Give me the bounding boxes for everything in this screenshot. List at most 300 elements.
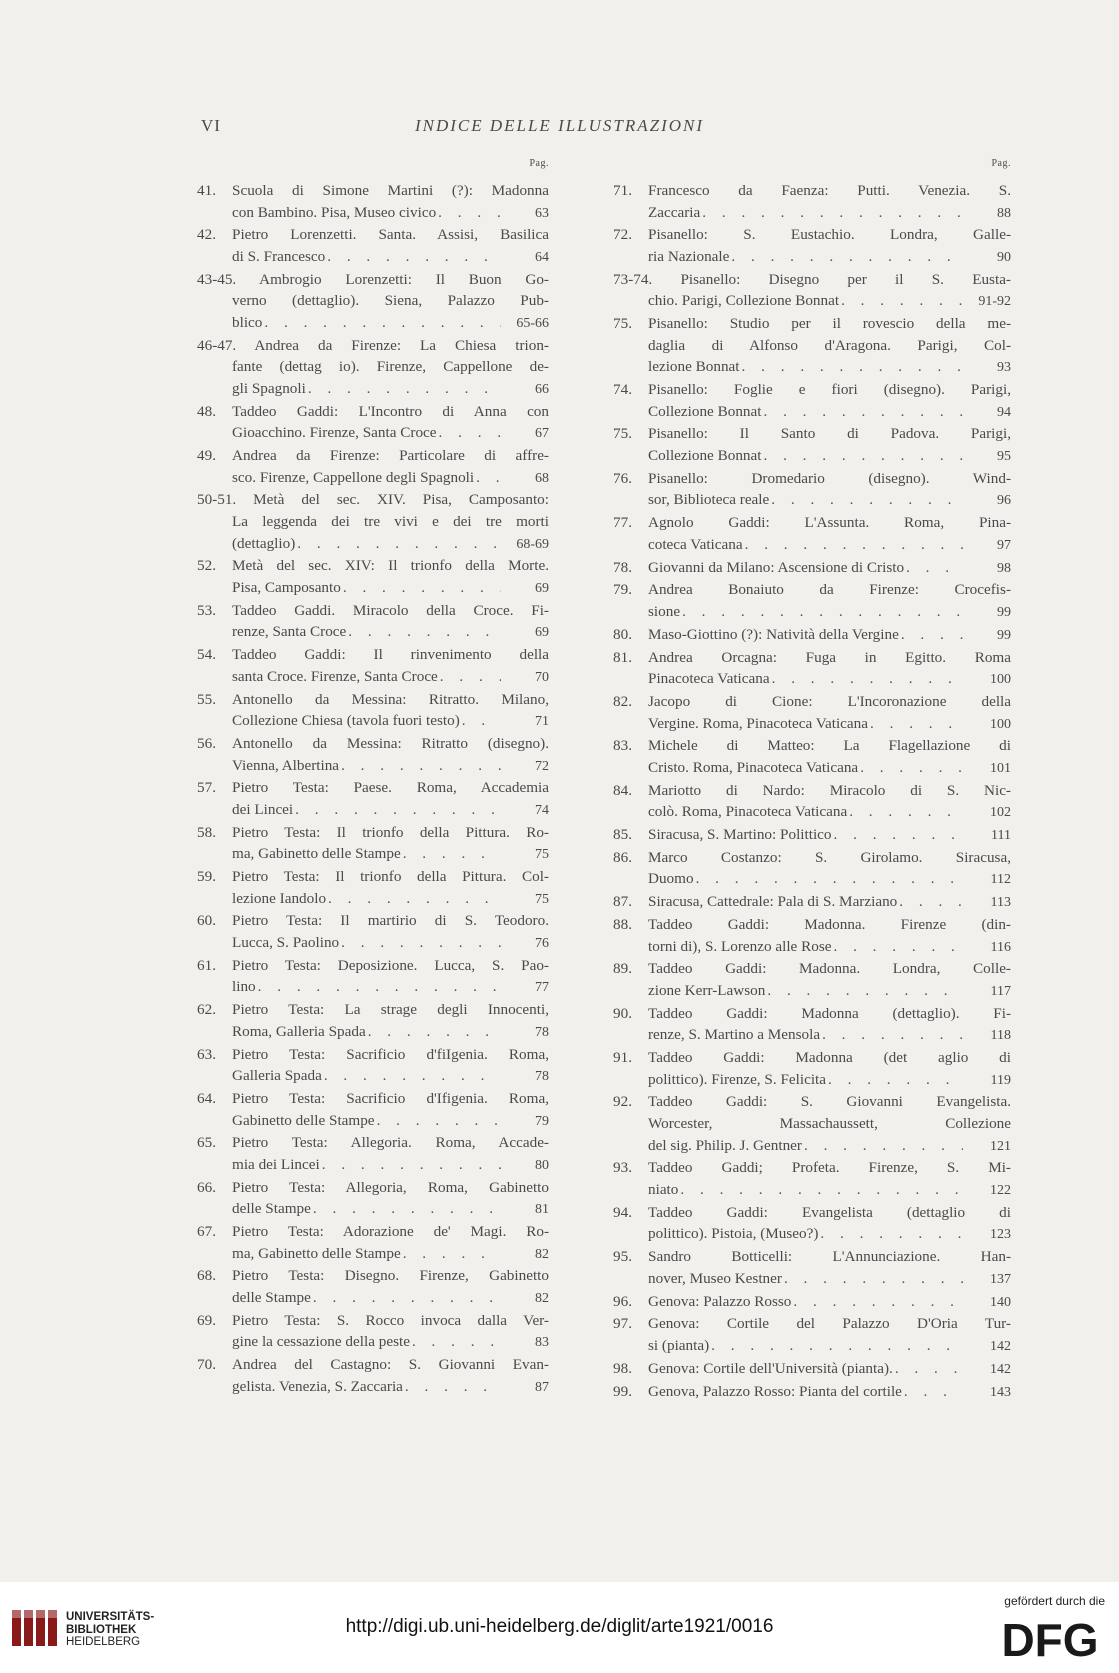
- entry-text: Pietro Testa: Il martirio di S. Teodoro.: [232, 912, 549, 930]
- entry-number: 53.: [197, 601, 216, 619]
- entry-text: Pisa, Camposanto: [232, 579, 341, 596]
- index-entry: [197, 401, 549, 445]
- entry-number: 75.: [613, 315, 632, 333]
- svg-text:DFG: DFG: [1001, 1614, 1099, 1662]
- entry-line: [232, 710, 549, 733]
- page-ref: 91-92: [978, 294, 1011, 310]
- entry-number: 77.: [613, 514, 632, 532]
- entry-line: [232, 799, 549, 822]
- entry-line: [232, 600, 549, 622]
- dot-leader: [841, 290, 963, 312]
- pag-label-left: Pag.: [529, 158, 549, 169]
- index-entry: [197, 335, 549, 401]
- entry-line: [232, 689, 549, 711]
- entry-line: [648, 601, 1011, 624]
- entry-text: renze, S. Martino a Mensola: [648, 1026, 821, 1044]
- dot-leader: [313, 1287, 501, 1309]
- entry-line: [648, 1135, 1011, 1158]
- entry-text: Collezione Chiesa (tavola fuori testo): [232, 712, 460, 730]
- entry-text: lezione Bonnat: [648, 358, 740, 376]
- entry-line: [232, 1376, 549, 1399]
- entry-text: Pietro Testa: Allegoria, Roma, Gabinetto: [232, 1178, 549, 1196]
- entry-number: 98.: [613, 1359, 632, 1377]
- entry-line: [648, 713, 1011, 736]
- entry-line: [648, 202, 1011, 225]
- page-ref: 87: [535, 1379, 549, 1395]
- entry-text: 46-47. Andrea da Firenze: La Chiesa trion-: [197, 336, 549, 354]
- entry-line: [648, 1091, 1011, 1113]
- entry-line: [232, 1331, 549, 1354]
- entry-list-left: [197, 180, 549, 1398]
- entry-line: [232, 666, 549, 689]
- entry-line: [232, 1044, 549, 1066]
- entry-text: polittico). Pistoia, (Museo?): [648, 1225, 819, 1243]
- index-entry: [197, 1132, 549, 1176]
- entry-line: [232, 733, 549, 755]
- dot-leader: [822, 1024, 963, 1046]
- entry-text: Gabinetto delle Stampe: [232, 1111, 375, 1129]
- dot-leader: [462, 710, 501, 732]
- index-entry: [197, 644, 549, 688]
- index-column-left: [197, 158, 549, 1399]
- entry-line: [648, 379, 1011, 401]
- entry-line: [197, 511, 549, 533]
- entry-text: Pisanello: Foglie e fiori (disegno). Parigi,: [648, 381, 1011, 399]
- entry-number: 63.: [197, 1045, 216, 1063]
- source-url-link[interactable]: http://digi.ub.uni-heidelberg.de/diglit/arte1921/0016: [345, 1616, 774, 1637]
- dot-leader: [833, 936, 963, 958]
- entry-line: [232, 246, 549, 269]
- dot-leader: [904, 1381, 963, 1403]
- entry-line: [197, 489, 549, 511]
- funding-note: gefördert durch die: [1004, 1594, 1105, 1608]
- entry-line: [232, 1287, 549, 1310]
- entry-number: 96.: [613, 1292, 632, 1310]
- index-entry: [197, 1221, 549, 1265]
- entry-text: ria Nazionale: [648, 247, 730, 265]
- page-ref: 102: [990, 805, 1011, 821]
- entry-text: La leggenda dei tre vivi e dei tre morti: [232, 513, 549, 531]
- entry-text: Vergine. Roma, Pinacoteca Vaticana: [648, 714, 869, 732]
- entry-text: Cristo. Roma, Pinacoteca Vaticana: [648, 758, 859, 776]
- entry-text: Pietro Testa: Disegno. Firenze, Gabinetto: [232, 1267, 549, 1285]
- entry-number: 91.: [613, 1049, 632, 1067]
- dot-leader: [368, 1021, 501, 1043]
- entry-number: 76.: [613, 469, 632, 487]
- page-ref: 143: [990, 1384, 1011, 1400]
- entry-text: Marco Costanzo: S. Girolamo. Siracusa,: [648, 848, 1011, 866]
- entry-text: Pietro Testa: Sacrificio d'fiIgenia. Roma,: [232, 1045, 549, 1063]
- entry-text: gli Spagnoli: [232, 379, 306, 397]
- entry-number: 42.: [197, 226, 216, 244]
- dot-leader: [767, 980, 963, 1002]
- dot-leader: [820, 1223, 963, 1245]
- entry-text: con Bambino. Pisa, Museo civico: [232, 203, 437, 221]
- entry-number: 92.: [613, 1093, 632, 1111]
- dot-leader: [906, 557, 963, 579]
- entry-line: [648, 423, 1011, 445]
- page-ref: 78: [535, 1024, 549, 1040]
- index-entry: [613, 891, 1011, 914]
- entry-line: [648, 1223, 1011, 1246]
- dot-leader: [439, 422, 501, 444]
- entry-number: 86.: [613, 848, 632, 866]
- entry-line: [648, 180, 1011, 202]
- entry-text: mia dei Lincei: [232, 1155, 320, 1173]
- entry-line: [232, 866, 549, 888]
- entry-text: Worcester, Massachaussett, Collezione: [648, 1115, 1011, 1133]
- index-entry: [613, 423, 1011, 467]
- page-ref: 67: [535, 426, 549, 442]
- entry-text: Roma, Galleria Spada: [232, 1022, 366, 1040]
- entry-line: [648, 624, 1011, 647]
- entry-text: Taddeo Gaddi: Evangelista (dettaglio di: [648, 1203, 1011, 1221]
- index-entry: [197, 555, 549, 599]
- entry-text: colò. Roma, Pinacoteca Vaticana: [648, 803, 848, 821]
- index-entry: [197, 269, 549, 335]
- entry-line: [648, 1202, 1011, 1224]
- entry-line: [232, 202, 549, 225]
- dot-leader: [405, 1376, 501, 1398]
- page-ref: 83: [535, 1335, 549, 1351]
- entry-text: Pietro Testa: Il trionfo della Pittura. Ro-: [232, 823, 549, 841]
- entry-line: [232, 1088, 549, 1110]
- entry-line: [648, 1024, 1011, 1047]
- dot-leader: [870, 713, 963, 735]
- entry-line: [648, 1335, 1011, 1358]
- dot-leader: [322, 1154, 501, 1176]
- dot-leader: [828, 1069, 963, 1091]
- page-ref: 70: [535, 669, 549, 685]
- page-ref: 94: [997, 404, 1011, 420]
- entry-number: 65.: [197, 1134, 216, 1152]
- entry-text: Jacopo di Cione: L'Incoronazione della: [648, 692, 1011, 710]
- dot-leader: [793, 1291, 963, 1313]
- entry-line: [232, 1198, 549, 1221]
- index-entry: [197, 999, 549, 1043]
- entry-text: Pisanello: Il Santo di Padova. Parigi,: [648, 425, 1011, 443]
- entry-text: Pietro Testa: Adorazione de' Magi. Ro-: [232, 1223, 549, 1241]
- index-entry: [613, 1291, 1011, 1314]
- entry-list-right: [613, 180, 1011, 1403]
- dot-leader: [771, 489, 963, 511]
- entry-text: ma, Gabinetto delle Stampe: [232, 845, 401, 863]
- entry-text: Taddeo Gaddi; Profeta. Firenze, S. Mi-: [648, 1159, 1011, 1177]
- entry-number: 69.: [197, 1311, 216, 1329]
- entry-line: [648, 824, 1011, 847]
- entry-line: [232, 1110, 549, 1133]
- entry-line: [232, 445, 549, 467]
- dot-leader: [834, 824, 963, 846]
- page-ref: 82: [535, 1291, 549, 1306]
- index-entry: [197, 1265, 549, 1309]
- page-ref: 98: [997, 560, 1011, 576]
- entry-text: Antonello da Messina: Ritratto (disegno).: [232, 734, 549, 752]
- index-entry: [197, 1044, 549, 1088]
- index-entry: [197, 910, 549, 954]
- entry-text: Sandro Botticelli: L'Annunciazione. Han-: [648, 1248, 1011, 1266]
- entry-line: [648, 735, 1011, 757]
- entry-text: Metà del sec. XIV: Il trionfo della Morte.: [232, 557, 549, 575]
- entry-text: ma, Gabinetto delle Stampe: [232, 1244, 401, 1262]
- index-entry: [613, 1246, 1011, 1290]
- entry-number: 66.: [197, 1178, 216, 1196]
- dot-leader: [324, 1065, 501, 1087]
- page-ref: 68-69: [516, 536, 549, 552]
- dot-leader: [328, 888, 501, 910]
- entry-text: Agnolo Gaddi: L'Assunta. Roma, Pina-: [648, 514, 1011, 532]
- index-entry: [613, 224, 1011, 268]
- dot-leader: [731, 246, 963, 268]
- index-entry: [197, 180, 549, 224]
- entry-line: [232, 1154, 549, 1177]
- entry-line: [648, 1358, 1011, 1381]
- index-entry: [197, 600, 549, 644]
- dot-leader: [696, 868, 963, 890]
- entry-line: [648, 1268, 1011, 1291]
- entry-text: santa Croce. Firenze, Santa Croce: [232, 667, 438, 685]
- entry-text: sor, Biblioteca reale: [648, 491, 770, 509]
- dot-leader: [308, 378, 501, 400]
- index-entry: [613, 468, 1011, 512]
- page-ref: 96: [997, 493, 1011, 509]
- entry-number: 71.: [613, 182, 632, 199]
- entry-number: 81.: [613, 648, 632, 666]
- library-name: UNIVERSITÄTS- BIBLIOTHEK HEIDELBERG: [66, 1611, 155, 1648]
- entry-text: niato: [648, 1181, 679, 1199]
- entry-line: [648, 246, 1011, 269]
- index-entry: [613, 780, 1011, 824]
- dot-leader: [860, 757, 963, 779]
- entry-line: [232, 577, 549, 600]
- dot-leader: [403, 843, 501, 865]
- page-ref: 123: [990, 1227, 1011, 1243]
- entry-number: 67.: [197, 1223, 216, 1241]
- entry-line: [232, 910, 549, 932]
- entry-text: Pietro Testa: La strage degli Innocenti,: [232, 1001, 549, 1019]
- entry-number: 74.: [613, 381, 632, 399]
- dot-leader: [295, 799, 501, 821]
- index-entry: [197, 955, 549, 999]
- index-entry: [613, 557, 1011, 580]
- index-entry: [613, 579, 1011, 623]
- entry-text: sione: [648, 602, 681, 620]
- dot-leader: [702, 202, 963, 224]
- dot-leader: [763, 401, 963, 423]
- entry-line: [232, 1065, 549, 1088]
- entry-line: [648, 936, 1011, 959]
- index-entry: [197, 866, 549, 910]
- entry-text: Taddeo Gaddi: S. Giovanni Evangelista.: [648, 1093, 1011, 1111]
- dot-leader: [711, 1335, 963, 1357]
- page-ref: 63: [535, 205, 549, 221]
- entry-number: 79.: [613, 581, 632, 599]
- entry-text: Genova: Palazzo Rosso: [648, 1292, 792, 1310]
- entry-text: Pietro Testa: Sacrificio d'Ifigenia. Roma,: [232, 1089, 549, 1107]
- page-ref: 99: [997, 627, 1011, 643]
- entry-line: [232, 822, 549, 844]
- page-ref: 119: [990, 1072, 1011, 1088]
- page-ref: 142: [990, 1361, 1011, 1377]
- entry-line: [648, 847, 1011, 869]
- entry-number: 72.: [613, 226, 632, 244]
- entry-text: Scuola di Simone Martini (?): Madonna: [232, 182, 549, 199]
- entry-number: 56.: [197, 734, 216, 752]
- entry-text: Vienna, Albertina: [232, 756, 340, 774]
- entry-text: Taddeo Gaddi: Madonna (dettaglio). Fi-: [648, 1004, 1011, 1022]
- entry-text: Pinacoteca Vaticana: [648, 670, 770, 688]
- entry-number: 99.: [613, 1382, 632, 1400]
- dot-leader: [264, 312, 501, 334]
- page-ref: 79: [535, 1113, 549, 1129]
- entry-text: Pietro Testa: Paese. Roma, Accademia: [232, 779, 549, 797]
- entry-line: [648, 757, 1011, 780]
- index-entry: [613, 1047, 1011, 1091]
- entry-line: [648, 356, 1011, 379]
- entry-line: [648, 489, 1011, 512]
- page-ref: 90: [997, 249, 1011, 265]
- entry-text: Andrea Bonaiuto da Firenze: Crocefis-: [648, 581, 1011, 599]
- index-entry: [613, 379, 1011, 423]
- entry-line: [232, 467, 549, 490]
- entry-line: [648, 512, 1011, 534]
- entry-number: 97.: [613, 1315, 632, 1333]
- entry-number: 95.: [613, 1248, 632, 1266]
- page-ref: 112: [990, 872, 1011, 888]
- entry-number: 52.: [197, 557, 216, 575]
- entry-line: [648, 1069, 1011, 1092]
- entry-line: [648, 1113, 1011, 1135]
- index-entry: [613, 269, 1011, 313]
- entry-text: gine la cessazione della peste: [232, 1333, 410, 1351]
- index-entry: [613, 313, 1011, 379]
- page-ref: 97: [997, 537, 1011, 553]
- dot-leader: [849, 801, 963, 823]
- entry-number: 83.: [613, 737, 632, 755]
- dot-leader: [313, 1198, 501, 1220]
- entry-line: [648, 1179, 1011, 1202]
- entry-line: [232, 955, 549, 977]
- dot-leader: [403, 1243, 501, 1265]
- entry-number: 87.: [613, 893, 632, 911]
- entry-line: [648, 1003, 1011, 1025]
- entry-text: torni di), S. Lorenzo alle Rose: [648, 937, 832, 955]
- entry-text: si (pianta): [648, 1336, 710, 1354]
- dot-leader: [476, 467, 501, 489]
- index-entry: [197, 1177, 549, 1221]
- entry-line: [232, 1243, 549, 1266]
- entry-line: [648, 468, 1011, 490]
- page-ref: 69: [535, 581, 549, 596]
- entry-line: [197, 533, 549, 556]
- page-ref: 77: [535, 980, 549, 996]
- entry-number: 64.: [197, 1089, 216, 1107]
- index-entry: [197, 777, 549, 821]
- entry-number: 94.: [613, 1203, 632, 1221]
- dot-leader: [772, 668, 963, 690]
- entry-text: daglia di Alfonso d'Aragona. Parigi, Col-: [648, 336, 1011, 354]
- entry-text: Andrea da Firenze: Particolare di affre-: [232, 447, 549, 465]
- entry-text: Taddeo Gaddi. Miracolo della Croce. Fi-: [232, 601, 549, 619]
- entry-text: Taddeo Gaddi: Madonna (det aglio di: [648, 1049, 1011, 1067]
- index-entry: [613, 512, 1011, 556]
- entry-line: [232, 224, 549, 246]
- entry-text: 50-51. Metà del sec. XIV. Pisa, Camposanto:: [197, 491, 549, 509]
- entry-text: 43-45. Ambrogio Lorenzetti: Il Buon Go-: [197, 270, 549, 288]
- entry-line: [197, 335, 549, 357]
- entry-number: 48.: [197, 402, 216, 420]
- entry-text: Duomo: [648, 870, 694, 888]
- entry-line: [648, 401, 1011, 424]
- entry-line: [232, 621, 549, 644]
- entry-text: 73-74. Pisanello: Disegno per il S. Eusta-: [613, 270, 1011, 288]
- page-ref: 80: [535, 1157, 549, 1173]
- page-title: INDICE DELLE ILLUSTRAZIONI: [414, 116, 705, 135]
- entry-text: Taddeo Gaddi: L'Incontro di Anna con: [232, 402, 549, 420]
- page-ref: 76: [535, 936, 549, 951]
- page-ref: 111: [991, 828, 1011, 844]
- entry-number: 80.: [613, 625, 632, 643]
- entry-text: Collezione Bonnat: [648, 447, 762, 465]
- dot-leader: [784, 1268, 963, 1290]
- entry-line: [648, 801, 1011, 824]
- entry-line: [232, 1310, 549, 1332]
- dot-leader: [438, 202, 501, 224]
- entry-text: Giovanni da Milano: Ascensione di Cristo: [648, 558, 905, 576]
- entry-text: di S. Francesco: [232, 247, 326, 265]
- page-ref: 75: [535, 891, 549, 907]
- index-entry: [613, 1091, 1011, 1157]
- dot-leader: [680, 1179, 963, 1201]
- entry-line: [197, 269, 549, 291]
- entry-line: [648, 557, 1011, 580]
- entry-text: Pietro Lorenzetti. Santa. Assisi, Basilica: [232, 226, 549, 244]
- entry-line: [648, 313, 1011, 335]
- entry-line: [648, 1047, 1011, 1069]
- entry-line: [197, 312, 549, 335]
- index-entry: [613, 1313, 1011, 1357]
- entry-number: 54.: [197, 646, 216, 664]
- entry-number: 49.: [197, 447, 216, 465]
- entry-number: 55.: [197, 690, 216, 708]
- dot-leader: [327, 246, 501, 268]
- entry-line: [232, 976, 549, 999]
- entry-line: [232, 644, 549, 666]
- entry-text: fante (dettag io). Firenze, Cappellone de-: [232, 358, 549, 376]
- entry-text: Pietro Testa: Deposizione. Lucca, S. Pao-: [232, 956, 549, 974]
- index-entry: [613, 647, 1011, 691]
- page-ref: 75: [535, 847, 549, 863]
- index-entry: [613, 624, 1011, 647]
- entry-line: [648, 958, 1011, 980]
- entry-text: Genova: Cortile dell'Università (pianta).: [648, 1359, 893, 1377]
- entry-line: [648, 1313, 1011, 1335]
- entry-text: Siracusa, S. Martino: Polittico: [648, 826, 832, 844]
- page-ref: 64: [535, 249, 549, 265]
- dot-leader: [763, 445, 963, 467]
- entry-text: Collezione Bonnat: [648, 402, 762, 420]
- index-entry: [613, 1358, 1011, 1381]
- entry-number: 78.: [613, 558, 632, 576]
- entry-text: delle Stampe: [232, 1200, 311, 1218]
- entry-line: [232, 888, 549, 911]
- dot-leader: [742, 356, 963, 378]
- entry-text: Pietro Testa: Allegoria. Roma, Accade-: [232, 1134, 549, 1152]
- page-ref: 142: [990, 1338, 1011, 1354]
- index-entry: [613, 1202, 1011, 1246]
- entry-text: Mariotto di Nardo: Miracolo di S. Nic-: [648, 781, 1011, 799]
- entry-text: Pietro Testa: S. Rocco invoca dalla Ver-: [232, 1311, 549, 1329]
